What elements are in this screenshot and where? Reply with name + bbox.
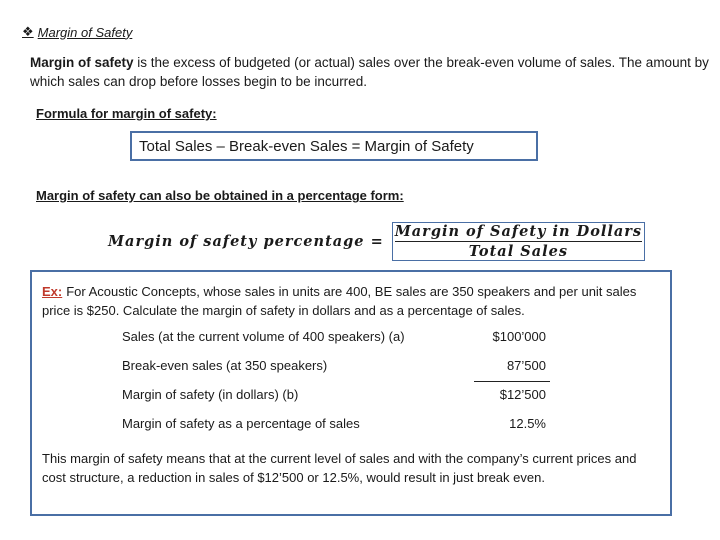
- row-label-sales: Sales (at the current volume of 400 speakers) (a): [122, 329, 405, 344]
- percentage-heading: Margin of safety can also be obtained in a percentage form:: [36, 188, 404, 203]
- example-conclusion: This margin of safety means that at the current level of sales and with the company’s current prices and cost structure, a reduction in sales of $12’500 or 12.5%, would result in just break even.: [42, 451, 637, 485]
- definition-text: is the excess of budgeted (or actual) sales over the break-even volume of sales. The amount by which sales can drop before losses begin to be incurred.: [30, 55, 709, 89]
- row-value-sales: $100’000: [492, 329, 546, 344]
- example-label: Ex:: [42, 284, 63, 299]
- row-value-margin-percent: 12.5%: [509, 416, 546, 431]
- definition-paragraph: [30, 53, 710, 91]
- definition-term: Margin of safety: [30, 55, 134, 70]
- formula-box: [130, 131, 538, 161]
- row-label-break-even: Break-even sales (at 350 speakers): [122, 358, 328, 373]
- section-title: Margin of Safety: [37, 24, 133, 40]
- fraction-numerator: Margin of Safety in Dollars: [394, 222, 643, 240]
- row-label-margin-percent: Margin of safety as a percentage of sales: [122, 416, 360, 431]
- row-label-margin-dollars: Margin of safety (in dollars) (b): [122, 387, 299, 402]
- percentage-lhs: Margin of safety percentage =: [108, 232, 384, 250]
- row-value-break-even: 87’500: [506, 358, 546, 373]
- fraction-denominator: Total Sales: [468, 242, 569, 260]
- formula-expression: Total Sales – Break-even Sales = Margin of Safety: [139, 138, 474, 155]
- example-intro-text: For Acoustic Concepts, whose sales in units are 400, BE sales are 350 speakers and per unit sales price is $250. Calculate the margin of safety in dollars and as a percentage of sales.: [42, 284, 637, 318]
- row-value-margin-dollars: $12’500: [499, 387, 546, 402]
- formula-heading: Formula for margin of safety:: [36, 106, 217, 121]
- example-intro: [42, 282, 662, 320]
- percentage-fraction: [392, 222, 645, 261]
- diamond-bullet-icon: ❖: [22, 24, 34, 39]
- subtotal-rule: [474, 381, 550, 382]
- percentage-formula: [108, 219, 645, 263]
- section-heading: [22, 24, 132, 40]
